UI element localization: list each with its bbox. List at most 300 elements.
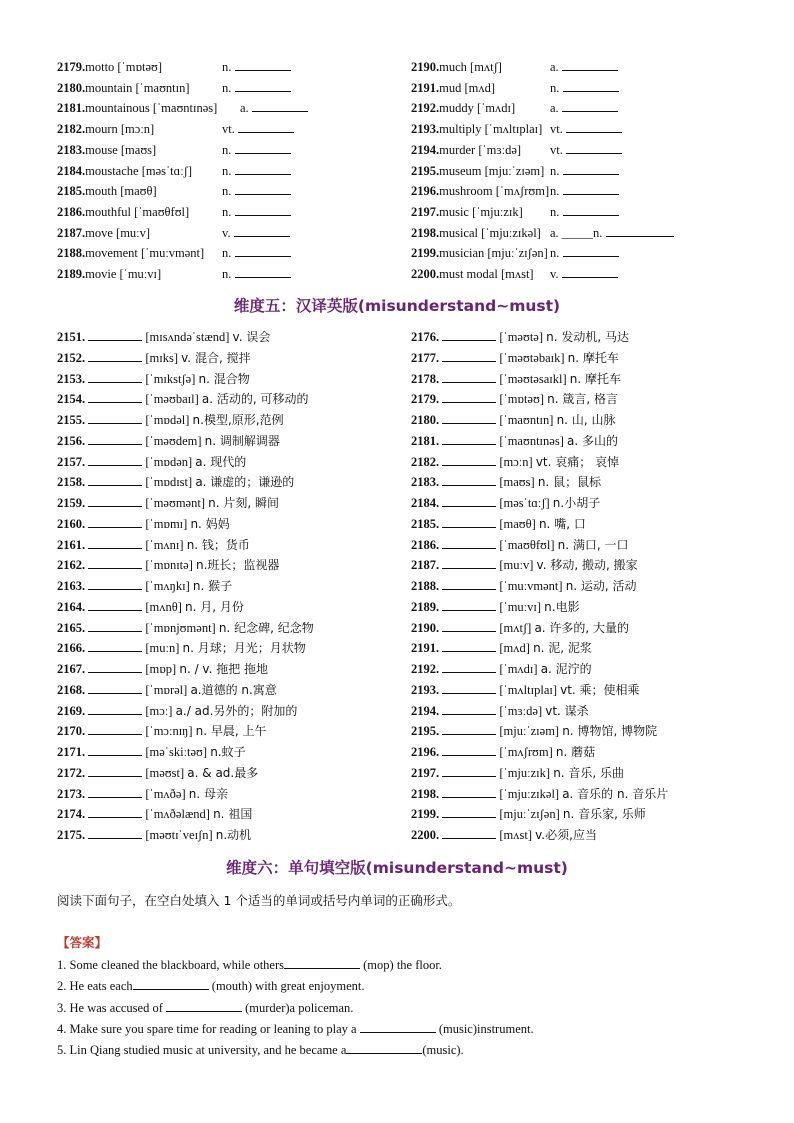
word-answer-blank[interactable] [88, 662, 142, 673]
entry-phonetic: [ˈmɜːdə] [499, 703, 543, 718]
entry-number: 2163. [57, 579, 86, 593]
entry-phonetic: [mɪsʌndəˈstænd] [145, 330, 230, 344]
word-answer-blank[interactable] [442, 579, 496, 590]
entry-word: much [439, 60, 467, 74]
entry-word: musical [439, 225, 479, 240]
entry-number: 2181. [411, 433, 440, 448]
word-entry-row [57, 266, 161, 282]
entry-number: 2155. [57, 413, 86, 427]
entry-meaning: n. 月球；月光；月状物 [182, 641, 306, 656]
word-answer-blank[interactable] [88, 641, 142, 652]
entry-number: 2187. [411, 558, 440, 573]
entry-number: 2156. [57, 433, 86, 448]
word-answer-blank[interactable] [442, 413, 496, 424]
translation-row [57, 703, 297, 719]
pos-label: a. [240, 101, 249, 116]
pos-label: a. [550, 60, 559, 74]
sentence-text: (mouth) with great enjoyment. [208, 979, 365, 994]
word-answer-blank[interactable] [442, 704, 496, 715]
word-answer-blank[interactable] [442, 496, 496, 507]
word-answer-blank[interactable] [88, 704, 142, 715]
entry-number: 2184. [57, 163, 86, 178]
word-entry-row [411, 225, 541, 241]
sentence-text: 4. Make sure you spare time for reading or leaning to play a [57, 1021, 360, 1036]
entry-word: movie [85, 267, 117, 281]
entry-phonetic: [ˈmʌʃrʊm] [495, 184, 550, 199]
answer-blank[interactable] [235, 81, 291, 92]
entry-phonetic: [mjuːˈzɪəm] [499, 724, 560, 739]
entry-phonetic: [ˈmaʊntɪnəs] [499, 433, 564, 448]
word-answer-blank[interactable] [442, 724, 496, 735]
entry-word: museum [439, 163, 482, 178]
entry-phonetic: [ˈmaʊntɪnəs] [152, 101, 218, 116]
entry-phonetic: [ˈmuːvɪ] [499, 599, 542, 614]
translation-row [57, 640, 306, 656]
entry-meaning: n. 月, 月份 [185, 599, 244, 614]
entry-meaning: n. 运动, 活动 [565, 579, 637, 593]
word-answer-blank[interactable] [442, 538, 496, 549]
part-of-speech [222, 204, 291, 220]
word-answer-blank[interactable] [88, 434, 142, 445]
word-answer-blank[interactable] [88, 828, 142, 839]
entry-number: 2196. [411, 745, 440, 759]
translation-row [411, 537, 628, 553]
answer-blank[interactable] [563, 184, 619, 195]
entry-meaning: n. 发动机, 马达 [546, 330, 630, 344]
word-answer-blank[interactable] [442, 475, 496, 486]
entry-phonetic: [ˈməʊtəbaɪk] [499, 350, 565, 365]
word-answer-blank[interactable] [442, 392, 496, 403]
word-entry-row [411, 266, 534, 282]
entry-phonetic: [ˈmuːvɪ] [119, 267, 162, 281]
entry-meaning: n. 鼠；鼠标 [537, 475, 602, 490]
entry-phonetic: [ˈmɒtəʊ] [117, 60, 163, 74]
translation-row [57, 806, 252, 822]
entry-number: 2198. [411, 225, 440, 240]
entry-phonetic: [ˈmʌðəlænd] [145, 807, 210, 822]
word-answer-blank[interactable] [88, 496, 142, 507]
entry-word: mouthful [85, 204, 131, 219]
sentence-text: (music). [422, 1043, 464, 1058]
entry-number: 2195. [411, 163, 440, 178]
part-of-speech [222, 266, 291, 282]
answer-blank[interactable] [606, 226, 674, 237]
word-answer-blank[interactable] [88, 455, 142, 466]
entry-phonetic: [ˈmjuːzɪkəl] [499, 786, 560, 801]
answer-blank[interactable] [566, 143, 622, 154]
word-answer-blank[interactable] [442, 351, 496, 362]
part-of-speech [550, 100, 618, 116]
entry-phonetic: [ˈmɒdən] [145, 454, 193, 469]
translation-row [411, 557, 638, 573]
entry-phonetic: [məsˈtɑːʃ] [141, 163, 192, 178]
word-entry-row [57, 204, 189, 220]
entry-number: 2194. [411, 703, 440, 718]
word-entry-row [57, 183, 157, 199]
word-answer-blank[interactable] [88, 517, 142, 528]
sentence-item [57, 1000, 353, 1016]
sentence-blank[interactable] [346, 1043, 422, 1054]
instruction-text: 阅读下面句子，在空白处填入 1 个适当的单词或括号内单词的正确形式。 [57, 893, 461, 908]
translation-row [411, 661, 592, 677]
entry-phonetic: [mʌtʃ] [499, 620, 532, 635]
entry-phonetic: [ˈmaʊθfʊl] [134, 204, 190, 219]
entry-phonetic: [ˈmaʊntɪn] [499, 413, 554, 427]
entry-phonetic: [ˈmɪkstʃə] [145, 371, 196, 386]
word-answer-blank[interactable] [88, 372, 142, 383]
entry-number: 2186. [57, 204, 86, 219]
entry-word: musician [439, 246, 485, 261]
word-entry-row [411, 80, 495, 96]
entry-meaning: v.必须,应当 [535, 828, 597, 842]
translation-row [57, 329, 270, 345]
section-6-title: 维度六：单句填空版(misunderstand~must) [226, 859, 568, 877]
pos-label: v. [222, 225, 231, 240]
pos-label: a. [550, 101, 559, 116]
entry-number: 2178. [411, 371, 440, 386]
entry-number: 2166. [57, 641, 86, 656]
word-entry-row [411, 183, 549, 199]
entry-number: 2151. [57, 330, 86, 344]
sentence-blank[interactable] [360, 1022, 436, 1033]
entry-phonetic: [məʊst] [145, 765, 185, 780]
answer-blank[interactable] [563, 205, 619, 216]
sentence-blank[interactable] [166, 1001, 242, 1012]
pos-label: n. [550, 163, 560, 178]
entry-number: 2187. [57, 225, 86, 240]
entry-word: mushroom [439, 184, 493, 199]
entry-meaning: a. 音乐的 n. 音乐片 [562, 786, 669, 801]
answer-blank[interactable] [234, 226, 290, 237]
translation-row [411, 703, 589, 719]
part-of-speech [222, 121, 294, 137]
entry-word: mountainous [85, 101, 150, 116]
word-answer-blank[interactable] [88, 538, 142, 549]
word-answer-blank[interactable] [88, 600, 142, 611]
entry-number: 2153. [57, 371, 86, 386]
answer-blank[interactable] [563, 164, 619, 175]
translation-row [411, 578, 637, 594]
translation-row [411, 599, 580, 615]
sentence-text: 3. He was accused of [57, 1000, 166, 1015]
entry-word: multiply [439, 122, 482, 137]
word-answer-blank[interactable] [442, 745, 496, 756]
entry-number: 2175. [57, 828, 86, 842]
entry-number: 2172. [57, 765, 86, 780]
entry-phonetic: [mʌd] [464, 80, 496, 95]
entry-phonetic: [mjuːˈzɪʃən] [499, 807, 560, 822]
translation-row [411, 495, 600, 511]
entry-number: 2152. [57, 350, 86, 365]
translation-row [57, 723, 267, 739]
answer-blank[interactable] [562, 267, 618, 278]
answer-blank[interactable] [235, 164, 291, 175]
entry-number: 2159. [57, 496, 86, 510]
entry-meaning: n.动机 [215, 828, 252, 842]
word-answer-blank[interactable] [88, 724, 142, 735]
word-answer-blank[interactable] [442, 455, 496, 466]
word-answer-blank[interactable] [88, 787, 142, 798]
entry-word: mud [439, 80, 462, 95]
entry-phonetic: [ˈməʊtə] [499, 330, 544, 344]
answer-blank[interactable] [562, 101, 618, 112]
sentence-text: 1. Some cleaned the blackboard, while others [57, 958, 285, 972]
entry-number: 2162. [57, 558, 86, 573]
entry-meaning: n. 嘴, 口 [538, 516, 586, 531]
part-of-speech [550, 245, 619, 261]
entry-meaning: v. 误会 [232, 330, 271, 344]
entry-number: 2180. [57, 80, 86, 95]
entry-meaning: vt. 哀痛； 哀悼 [535, 454, 620, 469]
word-entry-row [57, 59, 162, 75]
answer-blank[interactable] [235, 60, 291, 71]
entry-meaning: n. 泥, 泥浆 [533, 641, 592, 656]
word-answer-blank[interactable] [442, 766, 496, 777]
word-entry-row [411, 163, 544, 179]
entry-word: mourn [85, 122, 118, 137]
word-answer-blank[interactable] [442, 683, 496, 694]
entry-phonetic: [ˈmjuːzɪk] [472, 204, 523, 219]
entry-meaning: n.班长；监视器 [196, 558, 280, 573]
word-answer-blank[interactable] [442, 558, 496, 569]
entry-word: motto [85, 60, 115, 74]
answer-blank[interactable] [235, 184, 291, 195]
word-entry-row [411, 142, 521, 158]
translation-row [411, 620, 629, 636]
entry-phonetic: [mɒp] [145, 662, 177, 676]
entry-number: 2191. [411, 641, 440, 656]
entry-phonetic: [ˈmaʊθfʊl] [499, 537, 555, 552]
word-answer-blank[interactable] [88, 330, 142, 341]
entry-phonetic: [ˈmʌdɪ] [499, 662, 538, 676]
entry-meaning: n. 摩托车 [567, 350, 619, 365]
entry-phonetic: [ˈmʌnɪ] [145, 537, 184, 552]
translation-row [57, 391, 309, 407]
answer-blank[interactable] [563, 246, 619, 257]
section-5-title: 维度五：汉译英版(misunderstand~must) [233, 297, 561, 315]
word-answer-blank[interactable] [88, 621, 142, 632]
translation-row [411, 329, 629, 345]
entry-phonetic: [mʌnθ] [145, 599, 182, 614]
entry-meaning: n. 钱；货币 [186, 537, 250, 552]
pos-label: vt. [222, 122, 235, 137]
translation-row [411, 723, 657, 739]
sentence-blank[interactable] [284, 958, 360, 969]
entry-number: 2165. [57, 620, 86, 635]
entry-number: 2176. [411, 330, 440, 344]
entry-meaning: a. 许多的, 大量的 [534, 620, 630, 635]
entry-word: must modal [439, 267, 498, 281]
entry-phonetic: [ˈmɒdəl] [145, 413, 190, 427]
entry-phonetic: [mʌst] [499, 828, 533, 842]
entry-meaning: n.模型,原形,范例 [192, 413, 284, 427]
answer-blank[interactable] [566, 122, 622, 133]
entry-phonetic: [ˈmuːvmənt] [141, 246, 205, 261]
entry-word: moustache [85, 163, 139, 178]
translation-row [57, 474, 294, 490]
part-of-speech [550, 59, 618, 75]
word-answer-blank[interactable] [88, 558, 142, 569]
translation-row [57, 827, 251, 843]
entry-meaning: n. 早晨, 上午 [195, 724, 267, 739]
pos-label: n. [222, 267, 232, 281]
entry-phonetic: [ˈmɒrəl] [145, 682, 188, 697]
entry-meaning: n.小胡子 [552, 496, 601, 510]
entry-phonetic: [maʊθ] [499, 516, 536, 531]
entry-meaning: n. 蘑菇 [555, 745, 596, 759]
entry-number: 2190. [411, 620, 440, 635]
entry-meaning: n. 祖国 [213, 807, 253, 822]
entry-number: 2195. [411, 724, 440, 739]
part-of-speech [222, 245, 291, 261]
entry-meaning: n. 母亲 [188, 786, 229, 801]
word-answer-blank[interactable] [442, 434, 496, 445]
entry-phonetic: [ˈmʌltɪplaɪ] [499, 682, 557, 697]
translation-row [411, 786, 668, 802]
answer-blank[interactable] [235, 267, 291, 278]
answer-label: 【答案】 [57, 935, 108, 950]
entry-number: 2188. [411, 579, 440, 593]
entry-meaning: v. 混合, 搅拌 [181, 350, 251, 365]
entry-meaning: n. 箴言, 格言 [547, 392, 619, 407]
pos-label: n. [222, 60, 232, 74]
entry-phonetic: [ˈməʊbaɪl] [145, 392, 199, 407]
translation-row [57, 765, 258, 781]
answer-blank[interactable] [238, 122, 294, 133]
translation-row [411, 350, 619, 366]
word-answer-blank[interactable] [442, 517, 496, 528]
word-answer-blank[interactable] [442, 787, 496, 798]
entry-phonetic: [mʌtʃ] [470, 60, 502, 74]
answer-blank[interactable] [235, 205, 291, 216]
entry-meaning: a. & ad.最多 [187, 765, 259, 780]
word-answer-blank[interactable] [442, 662, 496, 673]
part-of-speech [550, 204, 619, 220]
entry-phonetic: [mɔːn] [499, 454, 533, 469]
answer-blank[interactable] [235, 143, 291, 154]
word-answer-blank[interactable] [442, 807, 496, 818]
word-answer-blank[interactable] [442, 621, 496, 632]
sentence-text: (mop) the floor. [360, 958, 442, 972]
word-answer-blank[interactable] [88, 413, 142, 424]
entry-meaning: n. 纪念碑, 纪念物 [218, 620, 314, 635]
translation-row [411, 827, 597, 843]
entry-phonetic: [ˈmɔːnɪŋ] [145, 724, 193, 739]
entry-word: move [85, 225, 113, 240]
entry-meaning: a. 现代的 [195, 454, 247, 469]
translation-row [411, 516, 586, 532]
answer-blank[interactable] [235, 246, 291, 257]
part-of-speech [550, 142, 622, 158]
translation-row [57, 537, 250, 553]
entry-phonetic: [maʊs] [120, 142, 157, 157]
entry-number: 2168. [57, 682, 86, 697]
answer-blank[interactable] [563, 81, 619, 92]
entry-number: 2196. [411, 184, 440, 199]
entry-meaning: n. 满口, 一口 [557, 537, 629, 552]
entry-phonetic: [ˈmʌʃrʊm] [499, 745, 553, 759]
part-of-speech [550, 266, 618, 282]
word-answer-blank[interactable] [88, 807, 142, 818]
entry-phonetic: [muːn] [145, 641, 180, 656]
entry-number: 2161. [57, 537, 86, 552]
entry-meaning: n.电影 [544, 599, 580, 614]
entry-phonetic: [mɔːn] [120, 122, 155, 137]
word-entry-row [57, 121, 154, 137]
word-entry-row [411, 100, 515, 116]
word-answer-blank[interactable] [88, 475, 142, 486]
part-of-speech [550, 80, 619, 96]
answer-blank[interactable] [252, 101, 308, 112]
sentence-text: (music)instrument. [435, 1021, 534, 1036]
entry-phonetic: [maʊs] [499, 475, 535, 490]
entry-phonetic: [ˈməʊmənt] [145, 496, 205, 510]
entry-word: mountain [85, 80, 133, 95]
entry-phonetic: [məˈskiːtəʊ] [145, 745, 208, 759]
word-answer-blank[interactable] [88, 766, 142, 777]
entry-phonetic: [ˈmɒtəʊ] [499, 392, 545, 407]
entry-phonetic: [ˈmʌltɪplaɪ] [484, 122, 543, 137]
entry-phonetic: [ˈməʊdem] [145, 433, 202, 448]
word-answer-blank[interactable] [442, 330, 496, 341]
entry-phonetic: [məʊtɪˈveɪʃn] [145, 828, 213, 842]
word-answer-blank[interactable] [88, 683, 142, 694]
entry-number: 2190. [411, 60, 440, 74]
translation-row [411, 640, 592, 656]
word-answer-blank[interactable] [442, 828, 496, 839]
word-answer-blank[interactable] [88, 745, 142, 756]
part-of-speech [550, 183, 619, 199]
entry-phonetic: [muːv] [499, 558, 534, 573]
translation-row [57, 371, 250, 387]
sentence-text: 5. Lin Qiang studied music at university, and he became a [57, 1043, 347, 1058]
entry-number: 2184. [411, 496, 440, 510]
word-entry-row [411, 245, 548, 261]
part-of-speech [222, 163, 291, 179]
entry-number: 2167. [57, 662, 86, 676]
answer-blank[interactable] [562, 60, 618, 71]
word-entry-row [57, 80, 190, 96]
word-answer-blank[interactable] [442, 372, 496, 383]
word-answer-blank[interactable] [442, 641, 496, 652]
entry-number: 2174. [57, 807, 86, 822]
entry-word: mouth [85, 184, 118, 199]
entry-number: 2199. [411, 246, 440, 261]
entry-phonetic: [mʌst] [500, 267, 534, 281]
entry-number: 2197. [411, 204, 440, 219]
word-answer-blank[interactable] [88, 351, 142, 362]
translation-row [411, 412, 615, 428]
word-answer-blank[interactable] [88, 392, 142, 403]
entry-number: 2169. [57, 703, 86, 718]
pos-label: n. [222, 184, 232, 199]
entry-phonetic: [məsˈtɑːʃ] [499, 496, 550, 510]
entry-word: murder [439, 142, 476, 157]
part-of-speech [222, 59, 291, 75]
translation-row [411, 454, 619, 470]
word-answer-blank[interactable] [88, 579, 142, 590]
sentence-blank[interactable] [133, 979, 209, 990]
entry-meaning: a./ ad.另外的；附加的 [175, 703, 298, 718]
entry-meaning: a. 谦虚的；谦逊的 [195, 475, 295, 490]
entry-meaning: n. 山, 山脉 [556, 413, 616, 427]
entry-meaning: n. 片刻, 瞬间 [208, 496, 279, 510]
word-answer-blank[interactable] [442, 600, 496, 611]
entry-phonetic: [ˈmjuːzɪkəl] [481, 225, 541, 240]
entry-number: 2164. [57, 599, 86, 614]
pos-label: vt. [550, 122, 563, 137]
pos-label: v. [550, 267, 559, 281]
